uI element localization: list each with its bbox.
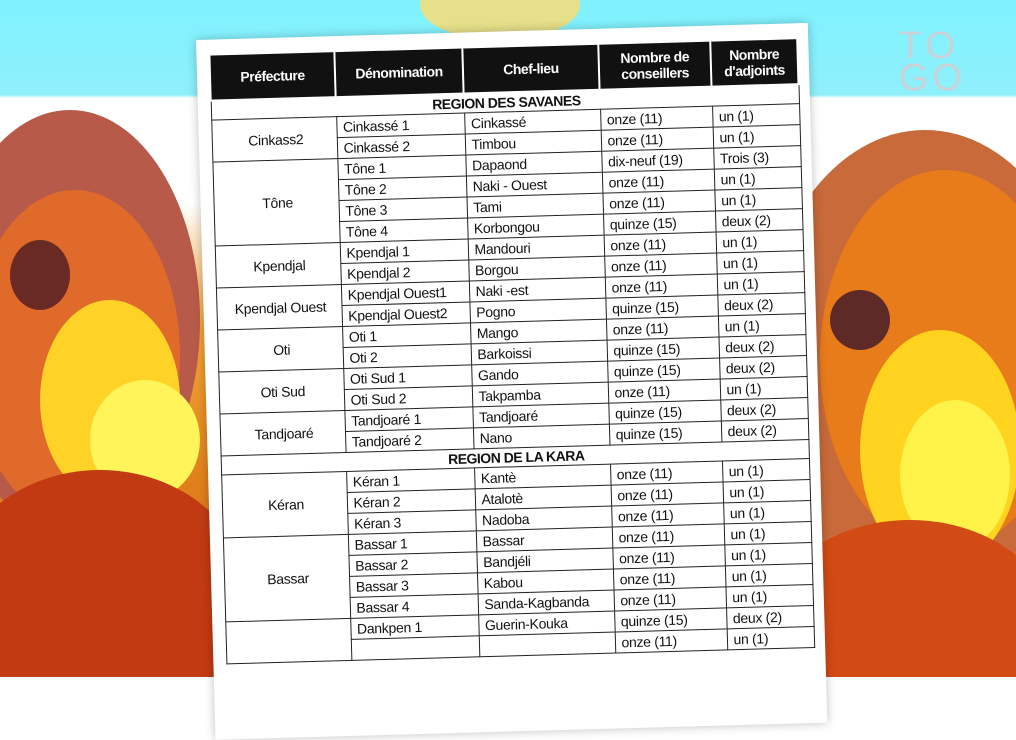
conseillers-cell: onze (11) [612, 545, 725, 569]
chef-lieu-cell: Nadoba [475, 506, 612, 531]
adjoints-cell: un (1) [717, 272, 805, 295]
logo-line-1: TO [898, 25, 959, 67]
chef-lieu-cell: Mango [470, 319, 607, 344]
denomination-cell: Bassar 1 [348, 531, 477, 556]
logo-line-2: GO [898, 57, 966, 99]
header-adjoints: Nombre d'adjoints [710, 38, 798, 86]
chef-lieu-cell: Nano [473, 424, 610, 449]
prefecture-cell: Tandjoaré [219, 411, 345, 456]
region-title: REGION DES SAVANES [211, 84, 799, 120]
adjoints-cell: un (1) [725, 585, 813, 608]
adjoints-cell: un (1) [722, 459, 810, 482]
region-title: REGION DE LA KARA [221, 440, 809, 475]
adjoints-cell: deux (2) [719, 356, 807, 379]
conseillers-cell: onze (11) [611, 503, 724, 527]
conseillers-cell: quinze (15) [614, 608, 727, 632]
conseillers-cell: onze (11) [612, 524, 725, 548]
conseillers-cell: onze (11) [614, 587, 727, 611]
denomination-cell: Kéran 2 [347, 489, 476, 514]
adjoints-cell: un (1) [714, 167, 802, 190]
chef-lieu-cell: Atalotè [475, 485, 612, 510]
chef-lieu-cell: Naki -est [469, 277, 606, 302]
document-sheet [196, 23, 827, 740]
conseillers-cell: quinze (15) [608, 400, 721, 424]
conseillers-cell: quinze (15) [607, 358, 720, 382]
denomination-cell: Bassar 2 [348, 552, 477, 577]
chef-lieu-cell: Gando [471, 361, 608, 386]
adjoints-cell: un (1) [727, 626, 815, 649]
conseillers-cell: quinze (15) [605, 295, 718, 319]
adjoints-cell: un (1) [718, 314, 806, 337]
denomination-cell: Tandjoaré 1 [344, 407, 473, 432]
conseillers-cell: onze (11) [615, 629, 728, 653]
conseillers-cell: onze (11) [602, 190, 715, 214]
chef-lieu-cell: Barkoissi [471, 340, 608, 365]
prefecture-cell: Bassar [223, 534, 350, 621]
chef-lieu-cell: Tandjoaré [472, 403, 609, 428]
chef-lieu-cell: Pogno [469, 298, 606, 323]
denomination-cell: Kéran 3 [347, 510, 476, 535]
communes-table [208, 37, 815, 664]
denomination-cell: Tandjoaré 2 [345, 428, 474, 453]
adjoints-cell: un (1) [724, 543, 812, 566]
chef-lieu-cell: Guerin-Kouka [478, 611, 615, 636]
prefecture-cell: Oti [217, 327, 343, 372]
chef-lieu-cell: Timbou [465, 130, 602, 155]
denomination-cell: Kpendjal Ouest1 [341, 281, 470, 306]
chef-lieu-cell: Tami [466, 193, 603, 218]
prefecture-cell: Kpendjal [215, 243, 341, 288]
conseillers-cell: onze (11) [604, 253, 717, 277]
adjoints-cell: un (1) [725, 564, 813, 587]
denomination-cell: Dankpen 1 [350, 615, 479, 640]
adjoints-cell: un (1) [714, 188, 802, 211]
conseillers-cell: dix-neuf (19) [601, 148, 714, 172]
prefecture-cell: Cinkass2 [211, 117, 337, 162]
chef-lieu-cell: Korbongou [467, 214, 604, 239]
conseillers-cell: onze (11) [601, 127, 714, 151]
denomination-cell: Oti 2 [343, 344, 472, 369]
prefecture-cell: Kpendjal Ouest [216, 285, 342, 330]
conseillers-cell: onze (11) [602, 169, 715, 193]
chef-lieu-cell: Takpamba [472, 382, 609, 407]
chef-lieu-cell: Naki - Ouest [466, 172, 603, 197]
conseillers-cell: onze (11) [606, 316, 719, 340]
conseillers-cell: quinze (15) [607, 337, 720, 361]
adjoints-cell: un (1) [716, 251, 804, 274]
adjoints-cell: un (1) [723, 501, 811, 524]
chef-lieu-cell: Bassar [476, 527, 613, 552]
adjoints-cell: un (1) [713, 125, 801, 148]
chef-lieu-cell: Mandouri [468, 235, 605, 260]
adjoints-cell: un (1) [723, 480, 811, 503]
adjoints-cell: deux (2) [717, 293, 805, 316]
denomination-cell [351, 636, 480, 661]
denomination-cell: Oti 1 [342, 323, 471, 348]
denomination-cell: Tône 2 [338, 176, 467, 201]
adjoints-cell: un (1) [716, 230, 804, 253]
header-prefecture: Préfecture [209, 51, 335, 100]
conseillers-cell: quinze (15) [609, 421, 722, 445]
header-denomination: Dénomination [334, 48, 463, 98]
denomination-cell: Bassar 4 [350, 594, 479, 619]
conseillers-cell: onze (11) [611, 482, 724, 506]
prefecture-cell: Kéran [221, 471, 348, 537]
adjoints-cell: un (1) [712, 104, 800, 127]
adjoints-cell: deux (2) [726, 605, 814, 628]
denomination-cell: Oti Sud 1 [343, 365, 472, 390]
denomination-cell: Tône 1 [337, 155, 466, 180]
adjoints-cell: Trois (3) [713, 146, 801, 169]
chef-lieu-cell: Borgou [468, 256, 605, 281]
adjoints-cell: deux (2) [718, 335, 806, 358]
denomination-cell: Cinkassé 2 [337, 134, 466, 159]
denomination-cell: Kpendjal 1 [340, 239, 469, 264]
prefecture-cell: Oti Sud [218, 369, 344, 414]
denomination-cell: Tône 3 [339, 197, 468, 222]
togo-logo [898, 25, 966, 99]
conseillers-cell: onze (11) [605, 274, 718, 298]
chef-lieu-cell: Sanda-Kagbanda [478, 590, 615, 615]
denomination-cell: Kpendjal Ouest2 [341, 302, 470, 327]
adjoints-cell: deux (2) [715, 209, 803, 232]
denomination-cell: Cinkassé 1 [336, 113, 465, 138]
chef-lieu-cell: Dapaond [465, 151, 602, 176]
denomination-cell: Kéran 1 [346, 468, 475, 493]
chef-lieu-cell: Cinkassé [464, 109, 601, 134]
adjoints-cell: deux (2) [720, 398, 808, 421]
prefecture-cell [225, 618, 351, 663]
denomination-cell: Tône 4 [339, 218, 468, 243]
prefecture-cell: Tône [212, 159, 339, 246]
denomination-cell: Kpendjal 2 [340, 260, 469, 285]
conseillers-cell: onze (11) [604, 232, 717, 256]
conseillers-cell: onze (11) [613, 566, 726, 590]
conseillers-cell: onze (11) [608, 379, 721, 403]
chef-lieu-cell: Bandjéli [476, 548, 613, 573]
chef-lieu-cell: Kantè [474, 464, 611, 489]
header-conseillers: Nombre de conseillers [598, 41, 711, 90]
chef-lieu-cell: Kabou [477, 569, 614, 594]
denomination-cell: Bassar 3 [349, 573, 478, 598]
adjoints-cell: un (1) [720, 377, 808, 400]
conseillers-cell: quinze (15) [603, 211, 716, 235]
chef-lieu-cell [479, 632, 616, 657]
denomination-cell: Oti Sud 2 [344, 386, 473, 411]
conseillers-cell: onze (11) [610, 461, 723, 485]
header-chef-lieu: Chef-lieu [462, 44, 599, 94]
adjoints-cell: deux (2) [721, 419, 809, 442]
adjoints-cell: un (1) [724, 522, 812, 545]
conseillers-cell: onze (11) [600, 106, 713, 130]
